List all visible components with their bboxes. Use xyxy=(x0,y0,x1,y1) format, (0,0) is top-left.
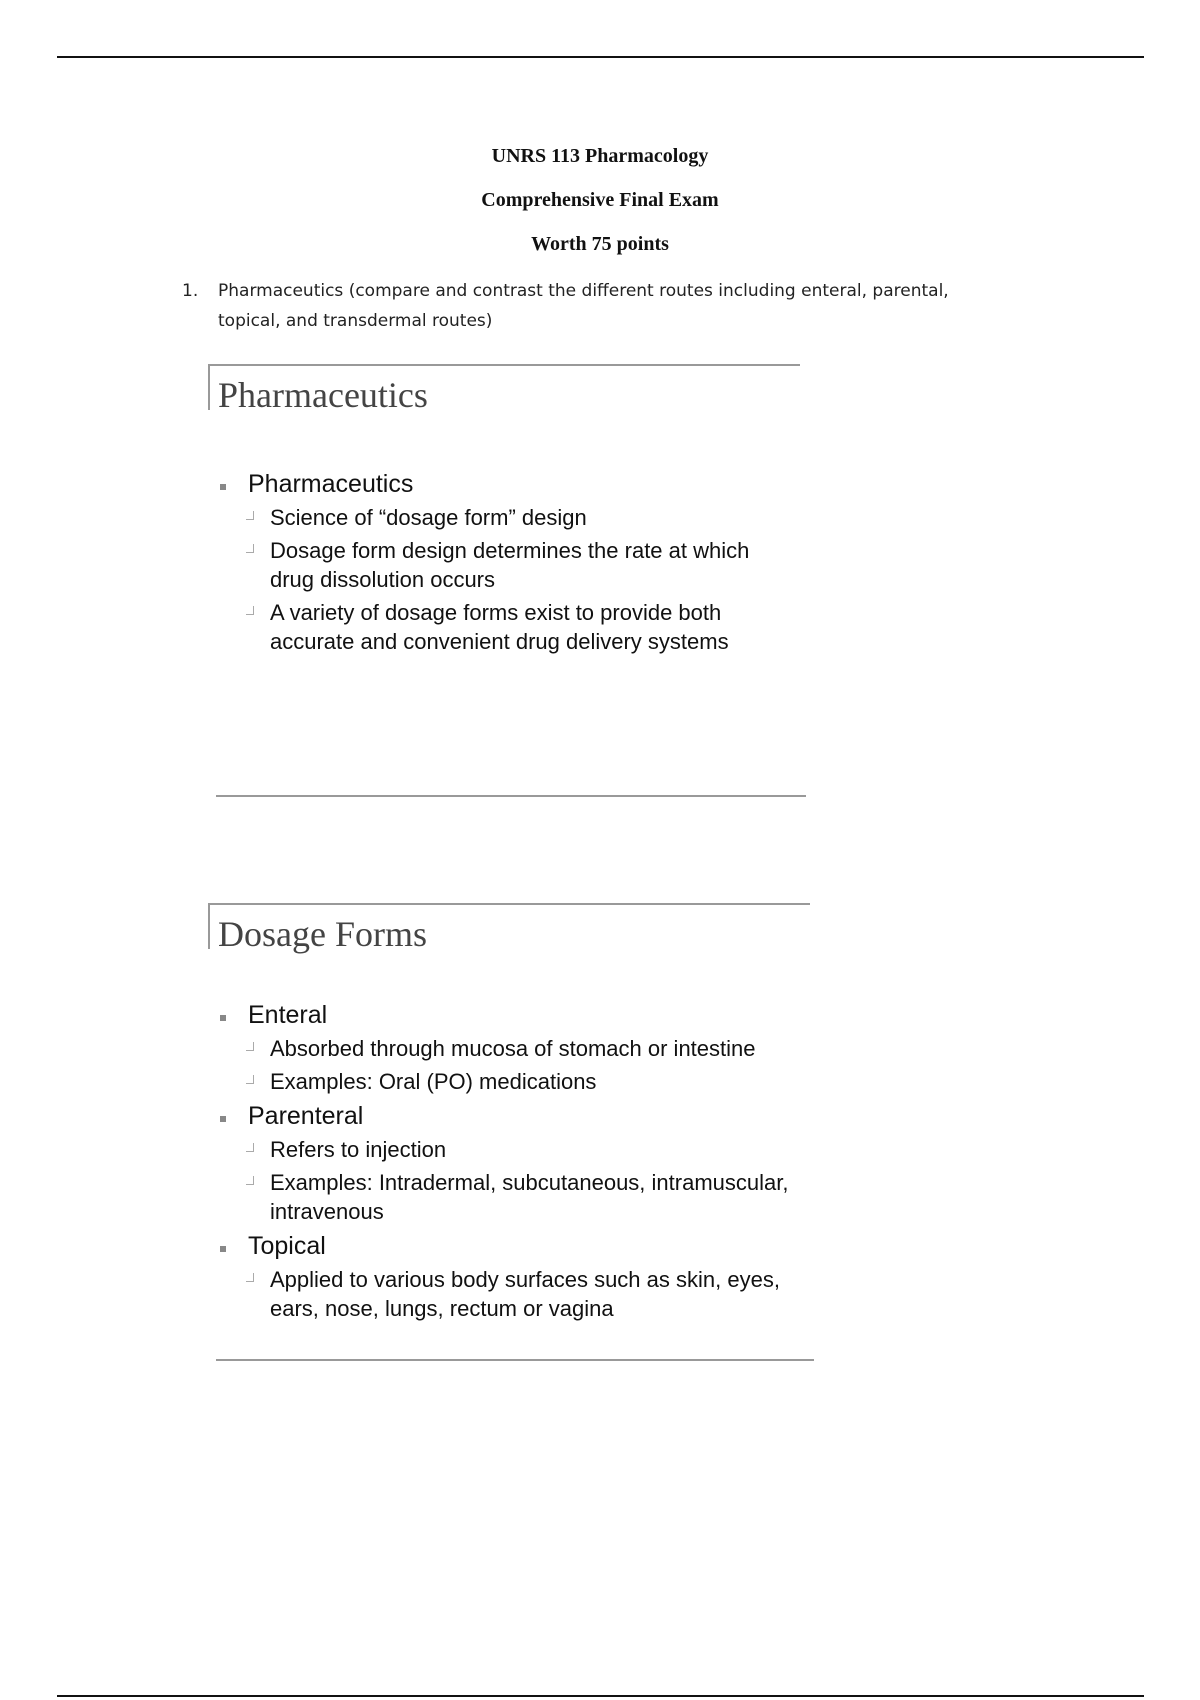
question-text: Pharmaceutics (compare and contrast the different routes including enteral, parental, topical, and transdermal routes) xyxy=(218,281,949,331)
bottom-rule xyxy=(57,1695,1144,1697)
bullet-heading: Pharmaceutics xyxy=(218,470,798,499)
slide-top-line xyxy=(208,903,810,905)
slide-bullets xyxy=(218,464,798,656)
bullet-heading-enteral: Enteral xyxy=(218,1001,808,1030)
top-rule xyxy=(57,56,1144,58)
bullet-point: Refers to injection xyxy=(218,1135,808,1164)
slide-title: Pharmaceutics xyxy=(218,375,428,415)
slide-pharmaceutics xyxy=(208,364,808,804)
question-number: 1. xyxy=(182,281,199,301)
slide-bottom-line xyxy=(216,1359,814,1361)
exam-title: Comprehensive Final Exam xyxy=(481,189,719,211)
slide-bottom-line xyxy=(216,795,806,797)
slide-bullets xyxy=(218,995,808,1323)
slide-left-line xyxy=(208,903,210,949)
bullet-point: Absorbed through mucosa of stomach or intestine xyxy=(218,1034,808,1063)
course-title: UNRS 113 Pharmacology xyxy=(491,145,709,167)
bullet-point: Applied to various body surfaces such as skin, eyes, ears, nose, lungs, rectum or vagina xyxy=(218,1265,808,1323)
bullet-heading-parenteral: Parenteral xyxy=(218,1102,808,1131)
bullet-point: Examples: Intradermal, subcutaneous, intramuscular, intravenous xyxy=(218,1168,808,1226)
bullet-point: Dosage form design determines the rate at which drug dissolution occurs xyxy=(218,536,798,594)
points-worth: Worth 75 points xyxy=(531,233,669,255)
bullet-point: Science of “dosage form” design xyxy=(218,503,798,532)
slide-dosage-forms xyxy=(208,903,818,1363)
bullet-heading-topical: Topical xyxy=(218,1232,808,1261)
bullet-point: A variety of dosage forms exist to provide both accurate and convenient drug delivery systems xyxy=(218,598,798,656)
slide-title: Dosage Forms xyxy=(218,914,427,954)
question-1 xyxy=(182,276,1012,336)
bullet-point: Examples: Oral (PO) medications xyxy=(218,1067,808,1096)
slide-left-line xyxy=(208,364,210,410)
slide-top-line xyxy=(208,364,800,366)
document-header xyxy=(0,143,1200,275)
